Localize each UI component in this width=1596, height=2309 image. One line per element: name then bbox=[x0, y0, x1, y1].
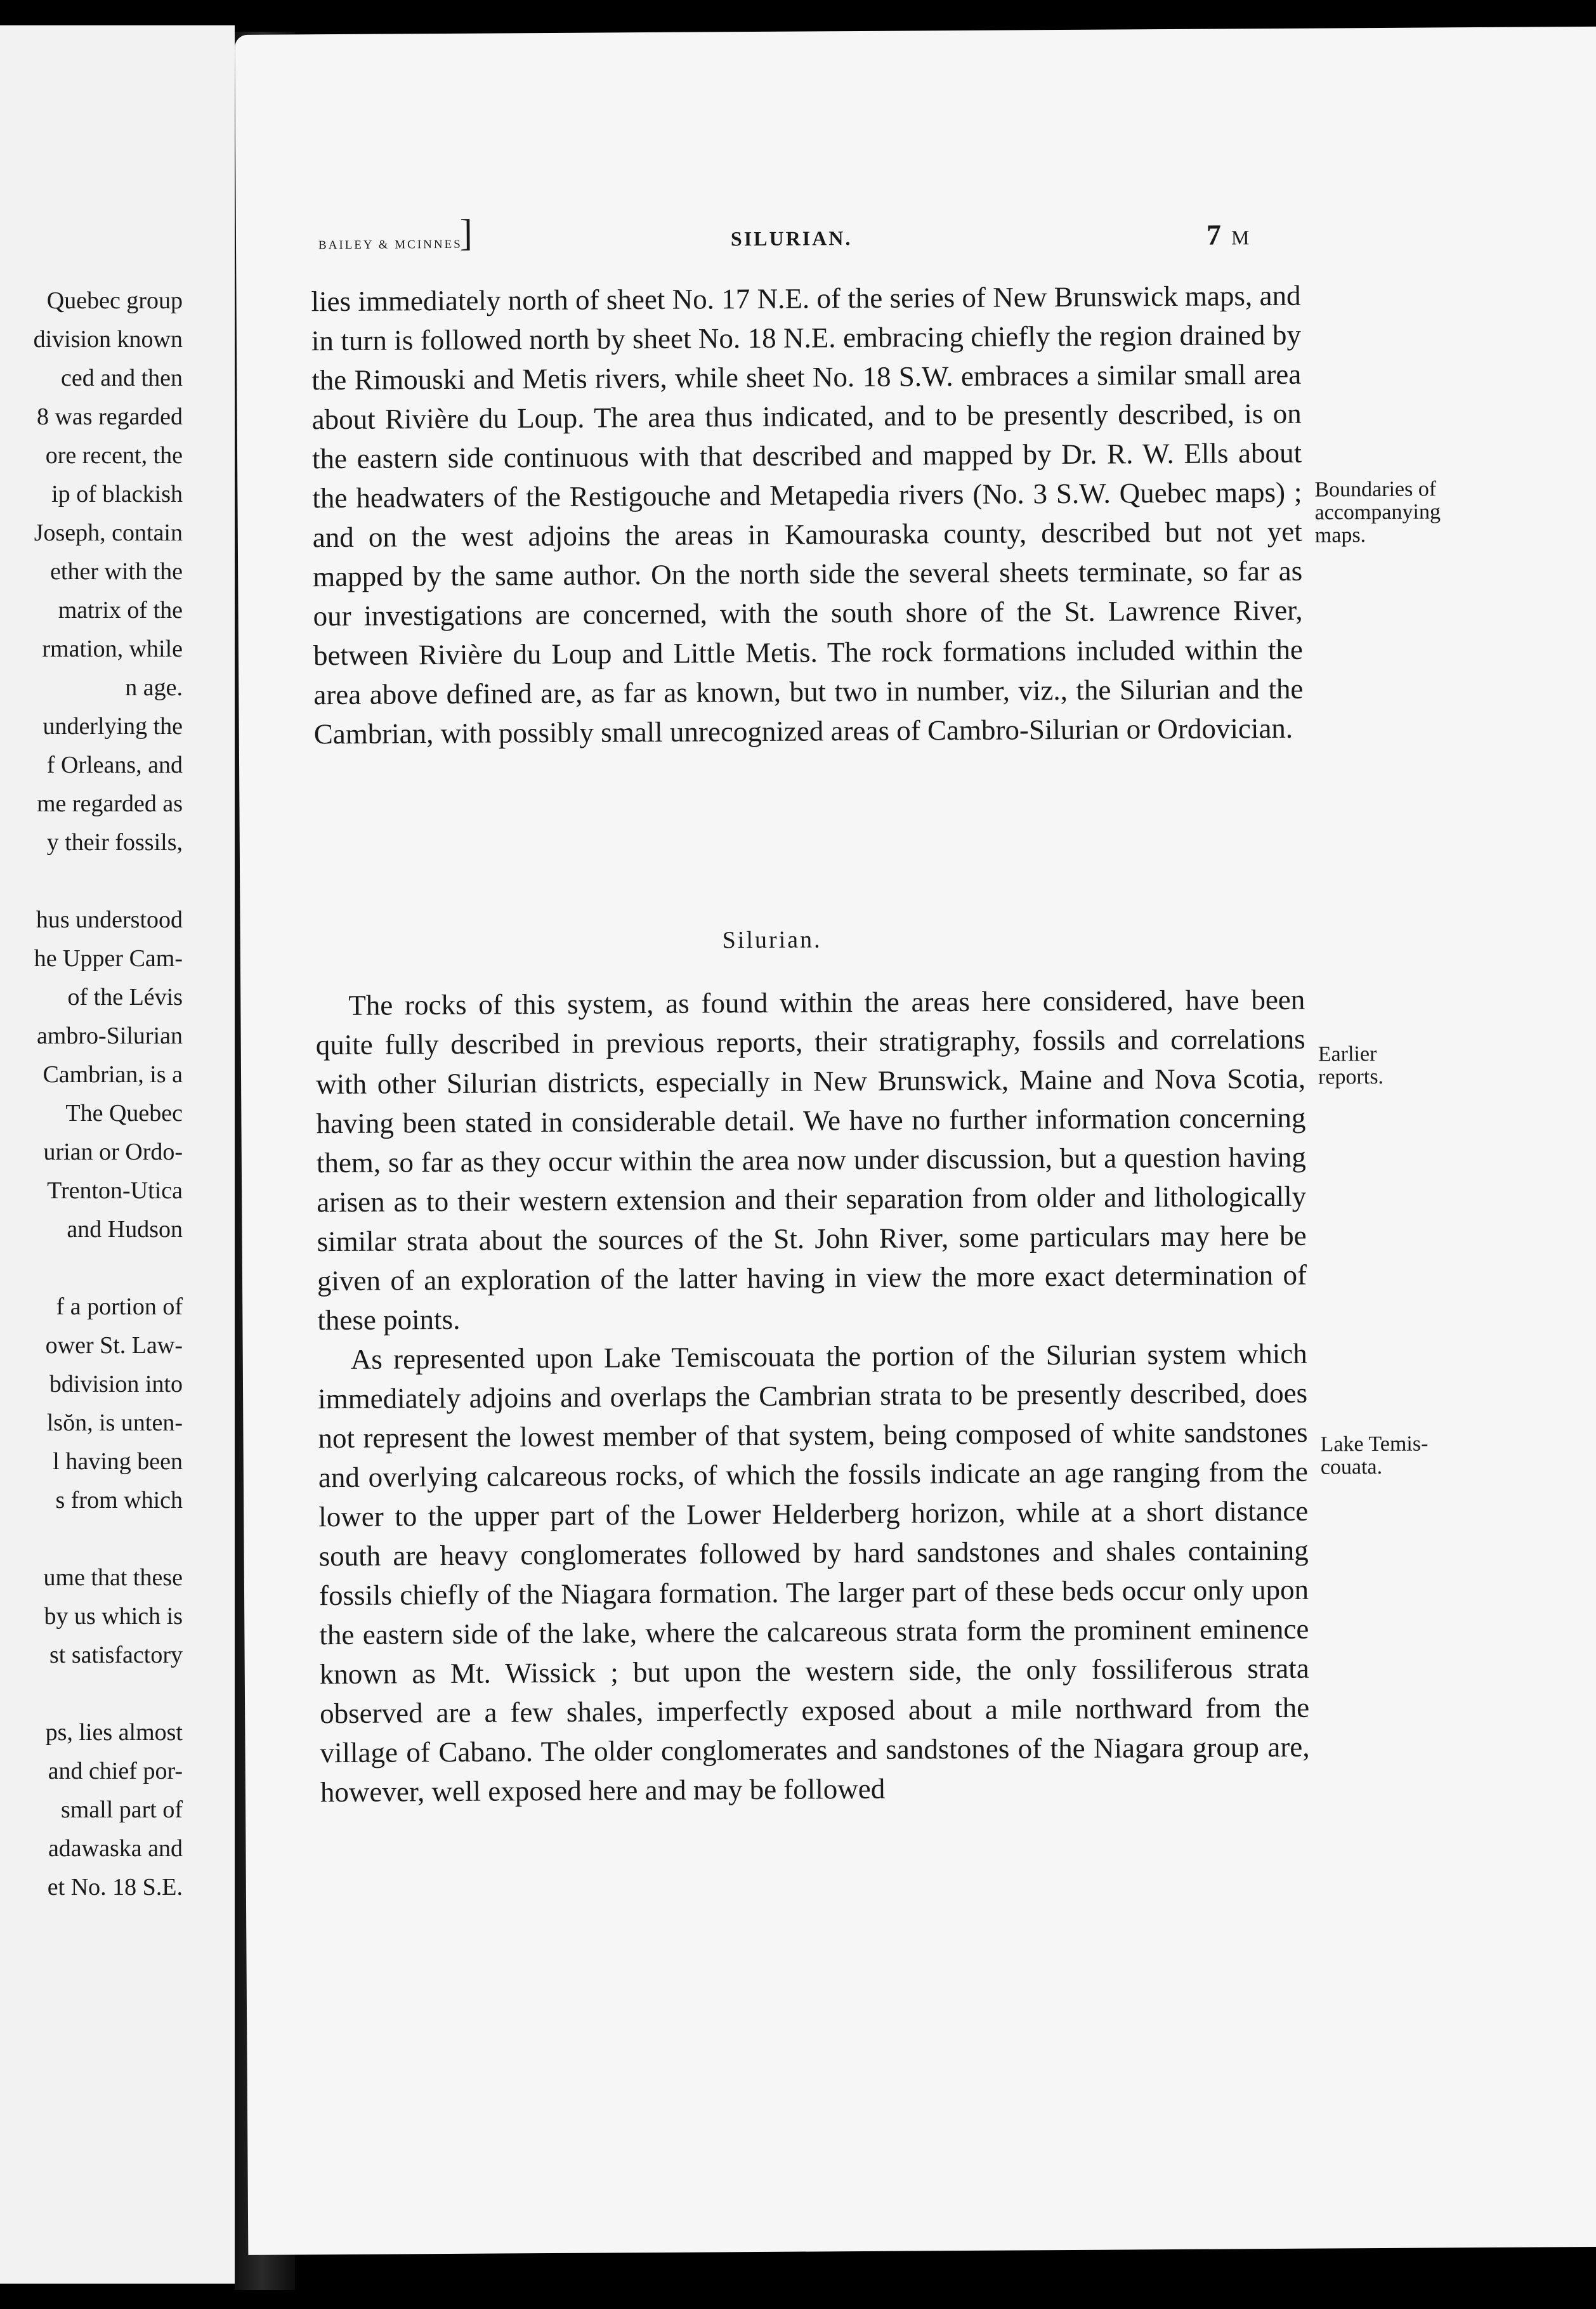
left-page-line: bdivision into bbox=[49, 1371, 183, 1397]
margin-note-boundaries: Boundaries of accompanying maps. bbox=[1314, 477, 1441, 547]
running-header bbox=[236, 204, 1596, 254]
intro-text bbox=[311, 276, 1304, 754]
margin-note-earlier-reports: Earlier reports. bbox=[1318, 1042, 1384, 1089]
left-page-line: ore recent, the bbox=[45, 442, 183, 469]
left-page-line: 8 was regarded bbox=[36, 403, 183, 430]
left-page-line: by us which is bbox=[44, 1603, 183, 1630]
header-authors: BAILEY & MCINNES bbox=[318, 237, 462, 252]
left-page-line: f a portion of bbox=[56, 1293, 183, 1320]
paragraph-earlier-reports: The rocks of this system, as found within the areas here considered, have been quite fully described in previous reports, their stratigraphy, fossils and correlations with other Silurian districts, especially in New Brunswick, Maine and Nova Scotia, having been stated in considerable detail. We have no further information concerning them, so far as they occur within the area now under discussion, but a question having arisen as to their western extension and their separation from older and lithologically similar strata about the sources of the St. John River, some particulars may here be given of an exploration of the latter having in view the more exact determination of these points. bbox=[315, 983, 1307, 1337]
left-page-line: and chief por- bbox=[48, 1758, 183, 1784]
left-page-line: underlying the bbox=[43, 713, 183, 740]
left-page-line: urian or Ordo- bbox=[43, 1139, 183, 1165]
section-title: Silurian. bbox=[722, 926, 822, 954]
left-page-line: Joseph, contain bbox=[34, 520, 183, 546]
header-bracket: ] bbox=[459, 211, 473, 254]
page-number: 7 M bbox=[1206, 218, 1250, 251]
left-page-line: lsŏn, is unten- bbox=[46, 1410, 183, 1436]
section-body bbox=[315, 980, 1310, 1812]
left-page-line: Cambrian, is a bbox=[43, 1061, 183, 1088]
left-page-line: ether with the bbox=[50, 558, 183, 585]
paragraph-lake-temiscouata: As represented upon Lake Temiscouata the portion of the Silurian system which immediately adjoins and overlaps the Cambrian strata to be presently described, does not represent the lowest member of that system, being composed of white sandstones and overlying calcareous rocks, of which the fossils indicate an age ranging from the lower to the upper part of the Lower Helderberg horizon, while at a short distance south are heavy conglomerates followed by hard sandstones and shales containing fossils chiefly of the Niagara formation. The larger part of these beds occur only upon the eastern side of the lake, where the calcareous strata form the prominent eminence known as Mt. Wissick ; but upon the western side, the only fossiliferous strata observed are a few shales, imperfectly exposed about a mile northward from the village of Cabano. The older conglomerates and sandstones of the Niagara group are, however, well exposed here and may be followed bbox=[317, 1337, 1310, 1809]
page-suffix: M bbox=[1231, 226, 1250, 249]
left-page-line: Trenton-Utica bbox=[47, 1177, 183, 1204]
left-page-line: of the Lévis bbox=[67, 984, 183, 1011]
left-page-line: y their fossils, bbox=[46, 829, 183, 856]
left-page-line: he Upper Cam- bbox=[34, 945, 183, 972]
left-page-line: The Quebec bbox=[65, 1100, 183, 1127]
left-page-line: rmation, while bbox=[42, 636, 183, 662]
header-title: SILURIAN. bbox=[730, 226, 853, 251]
left-page-line: me regarded as bbox=[37, 790, 183, 817]
left-page-line: s from which bbox=[55, 1487, 183, 1514]
left-page-line: Quebec group bbox=[46, 287, 183, 314]
left-page-line: adawaska and bbox=[48, 1835, 183, 1862]
intro-paragraph: lies immediately north of sheet No. 17 N.E. of the series of New Brunswick maps, and in turn is followed north by sheet No. 18 N.E. embracing chiefly the region drained by the Rimouski and Metis rivers, while sheet No. 18 S.W. embraces a similar small area about Rivière du Loup. The area thus indicated, and to be presently described, is on the eastern side continuous with that described and mapped by Dr. R. W. Ells about the headwaters of the Restigouche and Metapedia rivers (No. 3 S.W. Quebec maps) ; and on the west adjoins the areas in Kamouraska county, described but not yet mapped by the same author. On the north side the several sheets terminate, so far as our investigations are concerned, with the south shore of the St. Lawrence River, between Rivière du Loup and Little Metis. The rock formations included within the area above defined are, as far as known, but two in number, viz., the Silurian and the Cambrian, with possibly small unrecognized areas of Cambro-Silurian or Ordovician. bbox=[311, 279, 1304, 750]
left-page-line: f Orleans, and bbox=[46, 752, 183, 778]
left-page-line: and Hudson bbox=[67, 1216, 183, 1243]
left-page-line: ced and then bbox=[60, 365, 183, 391]
left-page-line: hus understood bbox=[36, 906, 183, 933]
left-page-line: division known bbox=[33, 326, 183, 353]
left-page-line: matrix of the bbox=[58, 597, 183, 624]
left-page-line: st satisfactory bbox=[49, 1642, 183, 1668]
left-page-fragment bbox=[0, 25, 235, 2284]
right-page bbox=[235, 27, 1596, 2255]
left-page-line: small part of bbox=[60, 1796, 183, 1823]
left-page-line: n age. bbox=[125, 674, 183, 701]
left-page-line: ume that these bbox=[43, 1564, 183, 1591]
left-page-line: et No. 18 S.E. bbox=[47, 1874, 183, 1900]
margin-note-lake-temiscouata: Lake Temis- couata. bbox=[1320, 1432, 1429, 1479]
left-page-line: ip of blackish bbox=[51, 481, 183, 507]
left-page-line: ower St. Law- bbox=[45, 1332, 183, 1359]
left-page-line: ambro-Silurian bbox=[36, 1023, 183, 1049]
left-page-line: ps, lies almost bbox=[45, 1719, 183, 1746]
left-page-line: l having been bbox=[53, 1448, 183, 1475]
